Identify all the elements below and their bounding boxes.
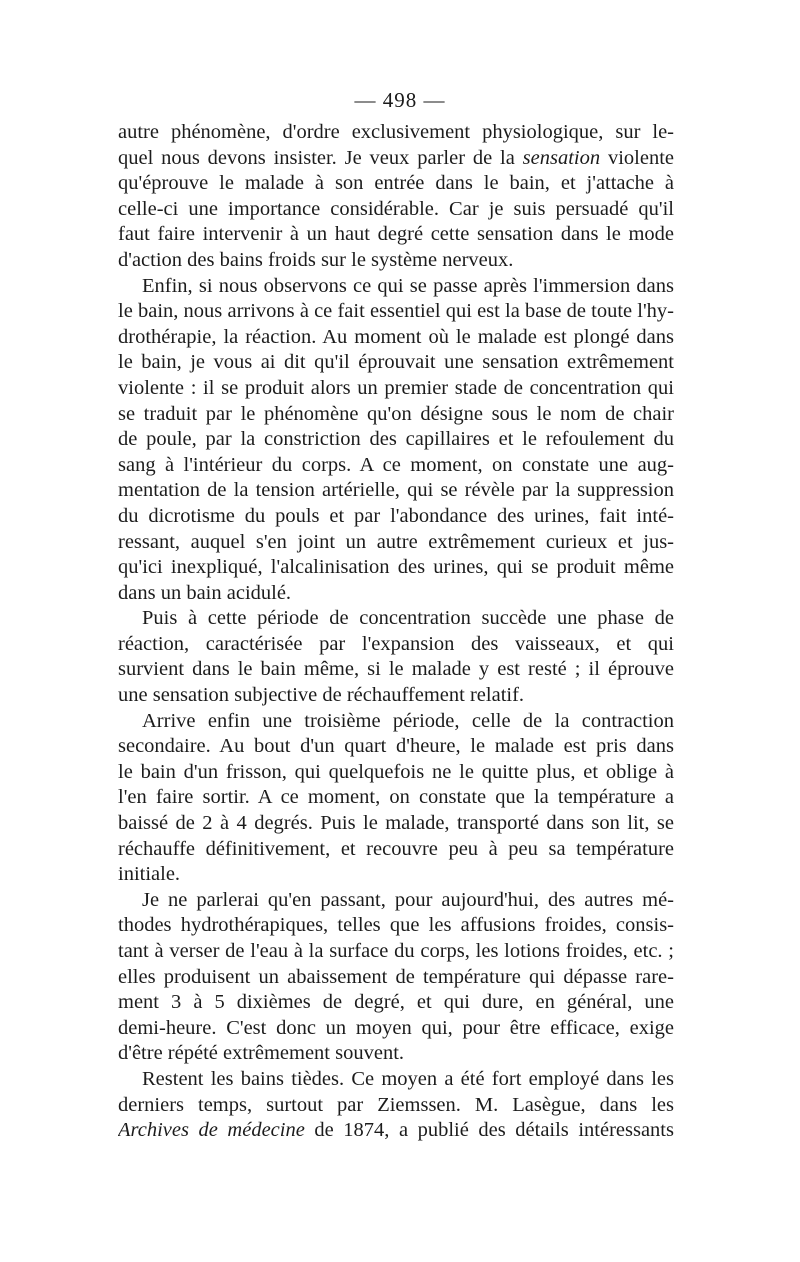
text-line: initiale. xyxy=(118,863,181,886)
text-line: du dicrotisme du pouls et par l'abondance des urines, fait inté- xyxy=(118,504,674,527)
text-line: ment 3 à 5 dixièmes de degré, et qui dure, en général, une xyxy=(118,991,674,1014)
text-line: qu'éprouve le malade à son entrée dans le bain, et j'attache à xyxy=(118,172,674,195)
text-line: d'action des bains froids sur le système nerveux. xyxy=(118,248,514,271)
paragraph-5 xyxy=(118,888,674,1067)
text-line: qu'ici inexpliqué, l'alcalinisation des urines, qui se produit même xyxy=(118,556,674,579)
text-line: mentation de la tension artérielle, qui se révèle par la suppression xyxy=(118,479,674,502)
paragraph-2 xyxy=(118,274,674,607)
text-line: Arrive enfin une troisième période, celle de la contraction xyxy=(142,709,674,732)
paragraph-6 xyxy=(118,1067,674,1144)
text-line: survient dans le bain même, si le malade y est resté ; il éprouve xyxy=(118,658,674,681)
text-line: de poule, par la constriction des capillaires et le refoulement du xyxy=(118,428,674,451)
text-line: secondaire. Au bout d'un quart d'heure, le malade est pris dans xyxy=(118,735,674,758)
citation-title: Archives de médecine xyxy=(118,1119,305,1142)
text-line: tant à verser de l'eau à la surface du corps, les lotions froides, etc. ; xyxy=(118,940,674,962)
citation-rest: de 1874, a publié des détails intéressants xyxy=(304,1119,674,1142)
paragraph-1 xyxy=(118,120,674,274)
text-line: réaction, caractérisée par l'expansion des vaisseaux, et qui xyxy=(118,632,674,655)
text-line: faut faire intervenir à un haut degré cette sensation dans le mode xyxy=(118,223,674,246)
text-line: baissé de 2 à 4 degrés. Puis le malade, transporté dans son lit, se xyxy=(118,812,674,835)
text-line: demi-heure. C'est donc un moyen qui, pour être efficace, exige xyxy=(118,1016,674,1039)
text-line: dans un bain acidulé. xyxy=(118,581,292,604)
text-line: d'être répété extrêmement souvent. xyxy=(118,1042,405,1065)
text-line: violente : il se produit alors un premier stade de concentration qui xyxy=(118,376,674,399)
text-line: thodes hydrothérapiques, telles que les affusions froides, consis- xyxy=(118,914,674,937)
text-line: se traduit par le phénomène qu'on désigne sous le nom de chair xyxy=(118,402,674,425)
text-line: le bain, je vous ai dit qu'il éprouvait une sensation extrêmement xyxy=(118,351,674,374)
text-line: Puis à cette période de concentration succède une phase de xyxy=(142,607,674,630)
text-line: Restent les bains tièdes. Ce moyen a été fort employé dans les xyxy=(142,1067,674,1090)
text-line xyxy=(118,1118,674,1144)
paragraph-3 xyxy=(118,606,674,708)
text-line: drothérapie, la réaction. Au moment où le malade est plongé dans xyxy=(118,325,674,348)
text-line: l'en faire sortir. A ce moment, on constate que la température a xyxy=(118,786,674,809)
text-line: une sensation subjective de réchauffement relatif. xyxy=(118,684,525,707)
body-text xyxy=(118,120,674,1144)
text-line: le bain d'un frisson, qui quelquefois ne le quitte plus, et oblige à xyxy=(118,760,674,783)
text-line: le bain, nous arrivons à ce fait essentiel qui est la base de toute l'hy- xyxy=(118,300,674,323)
text-line: autre phénomène, d'ordre exclusivement physiologique, sur le- xyxy=(118,121,674,143)
text-line: derniers temps, surtout par Ziemssen. M. Lasègue, dans les xyxy=(118,1093,674,1116)
text-line: Je ne parlerai qu'en passant, pour aujourd'hui, des autres mé- xyxy=(142,888,674,911)
emphasis-sensation: sensation xyxy=(522,146,601,169)
text-line: celle-ci une importance considérable. Car je suis persuadé qu'il xyxy=(118,197,674,220)
text-line: ressant, auquel s'en joint un autre extrêmement curieux et jus- xyxy=(118,530,674,553)
text-line: sang à l'intérieur du corps. A ce moment, on constate une aug- xyxy=(118,453,674,476)
text-line: Enfin, si nous observons ce qui se passe après l'immersion dans xyxy=(142,274,674,297)
page-number: — 498 — xyxy=(354,88,446,112)
text-line: quel nous devons insister. Je veux parler de la sensation violente xyxy=(118,146,674,169)
text-line: elles produisent un abaissement de température qui dépasse rare- xyxy=(118,965,674,988)
paragraph-4 xyxy=(118,709,674,888)
text-line: réchauffe définitivement, et recouvre peu à peu sa température xyxy=(118,837,674,860)
